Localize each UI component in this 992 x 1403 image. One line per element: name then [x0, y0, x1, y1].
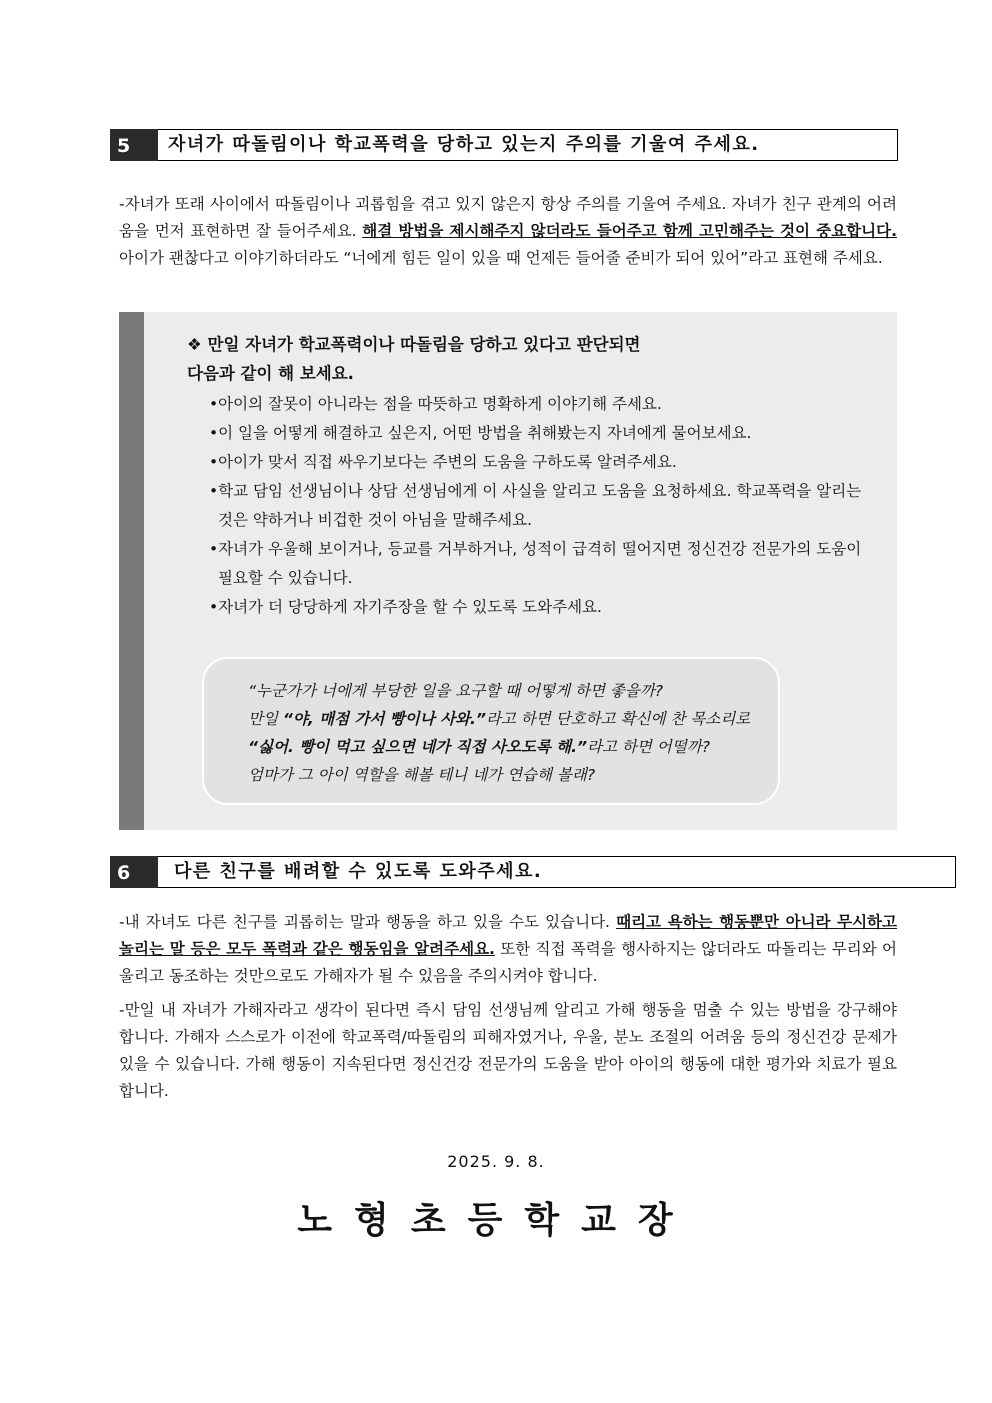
dialogue-line-2-post: 라고 하면 단호하고 확신에 찬 목소리로 — [485, 710, 751, 728]
section-6-paragraph-2: -만일 내 자녀가 가해자라고 생각이 된다면 즉시 담임 선생님께 알리고 가해 행동을 멈출 수 있는 방법을 강구해야 합니다. 가해자 스스로가 이전에 학교폭력/따돌림의 피해자였거나, 우울, 분노 조절의 어려움 등의 정신건강 문제가 있을 수 있습니다. 가해 행동이 지속된다면 정신건강 전문가의 도움을 받아 아이의 행동에 대한 평가와 치료가 필요합니다. — [119, 1001, 897, 1100]
section-6-number: 6 — [110, 856, 158, 888]
section-5-text-a: -자녀가 또래 사이에서 따돌림이나 괴롭힘을 겪고 있지 않은지 항상 주의를 기울여 주세요. 자녀가 친구 관계의 어려움을 먼저 표현하면 잘 들어주세요. — [119, 195, 897, 240]
section-6-emphasis: 때리고 욕하는 행동뿐만 아니라 무시하고 놀리는 말 등은 모두 폭력과 같은 행동임을 알려주세요. — [119, 913, 897, 958]
section-5-emphasis: 해결 방법을 제시해주지 않더라도 들어주고 함께 고민해주는 것이 중요합니다. — [362, 222, 897, 240]
dialogue-line-3 — [248, 733, 778, 761]
tip-box — [119, 312, 897, 830]
tip-list-item: •이 일을 어떻게 해결하고 싶은지, 어떤 방법을 취해봤는지 자녀에게 물어보세요. — [209, 424, 752, 442]
tip-box-title-line2: 다음과 같이 해 보세요. — [187, 364, 354, 383]
section-5-paragraph — [119, 191, 897, 272]
section-6-text-b: 또한 직접 폭력을 행사하지는 않더라도 따돌리는 무리와 어울리고 동조하는 것만으로도 가해자가 될 수 있음을 주의시켜야 합니다. — [119, 940, 897, 985]
tip-box-title-line1: ❖ 만일 자녀가 학교폭력이나 따돌림을 당하고 있다고 판단되면 — [187, 335, 641, 354]
tip-list — [209, 390, 879, 622]
dialogue-line-2-pre: 만일 — [248, 710, 283, 728]
tip-list-item: •학교 담임 선생님이나 상담 선생님에게 이 사실을 알리고 도움을 요청하세요. 학교폭력을 알리는 것은 약하거나 비겁한 것이 아님을 말해주세요. — [209, 482, 862, 529]
section-6-header — [110, 856, 956, 888]
dialogue-line-4: 엄마가 그 아이 역할을 해볼 테니 네가 연습해 볼래? — [248, 766, 596, 784]
dialogue-line-2-quote: “야, 매점 가서 빵이나 사와.” — [282, 710, 486, 728]
section-5-header — [110, 129, 898, 161]
section-5-text-b: 아이가 괜찮다고 이야기하더라도 “너에게 힘든 일이 있을 때 언제든 들어줄 준비가 되어 있어”라고 표현해 주세요. — [119, 249, 883, 267]
dialogue-line-2 — [248, 705, 778, 733]
tip-box-title — [187, 330, 640, 388]
tip-box-side-bar — [119, 312, 144, 830]
document-date: 2025. 9. 8. — [447, 1152, 545, 1171]
tip-list-item: •아이의 잘못이 아니라는 점을 따뜻하고 명확하게 이야기해 주세요. — [209, 395, 662, 413]
tip-list-item: •아이가 맞서 직접 싸우기보다는 주변의 도움을 구하도록 알려주세요. — [209, 453, 677, 471]
dialogue-bubble — [202, 657, 780, 805]
signer-name: 노형초등학교장 — [297, 1199, 695, 1241]
section-6-text-a: -내 자녀도 다른 친구를 괴롭히는 말과 행동을 하고 있을 수도 있습니다. — [119, 913, 617, 931]
tip-list-item: •자녀가 더 당당하게 자기주장을 할 수 있도록 도와주세요. — [209, 598, 602, 616]
dialogue-line-3-quote: “싫어. 빵이 먹고 싶으면 네가 직접 사오도록 해.” — [248, 738, 588, 756]
section-5-title: 자녀가 따돌림이나 학교폭력을 당하고 있는지 주의를 기울여 주세요. — [158, 129, 898, 161]
tip-list-item: •자녀가 우울해 보이거나, 등교를 거부하거나, 성적이 급격히 떨어지면 정신건강 전문가의 도움이 필요할 수 있습니다. — [209, 540, 862, 587]
section-6-paragraph-1 — [119, 909, 897, 990]
section-5-number: 5 — [110, 129, 158, 161]
dialogue-line-3-post: 라고 하면 어떨까? — [587, 738, 710, 756]
section-6-title: 다른 친구를 배려할 수 있도록 도와주세요. — [158, 856, 956, 888]
dialogue-line-1: “누군가가 너에게 부당한 일을 요구할 때 어떻게 하면 좋을까? — [248, 682, 664, 700]
